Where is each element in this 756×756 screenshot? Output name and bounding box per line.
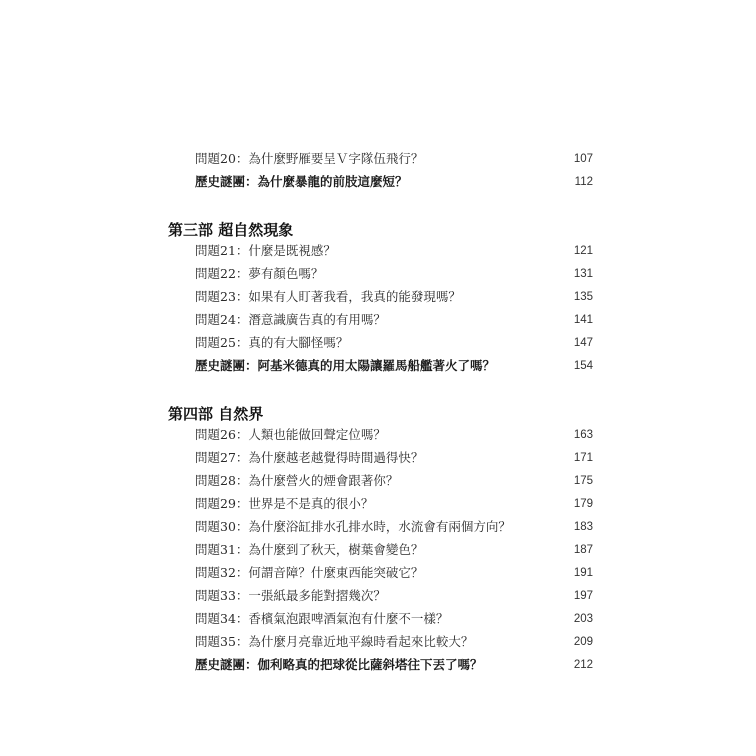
entry-title: 問題27：為什麼越老越覺得時間過得快？ [195,450,424,465]
entry-title: 歷史謎團：阿基米德真的用太陽讓羅馬船艦著火了嗎？ [195,358,496,373]
entry-page: 135 [573,291,593,303]
entry-title: 問題33：一張紙最多能對摺幾次？ [195,588,386,603]
entry-title: 問題26：人類也能做回聲定位嗎？ [195,427,386,442]
toc-entry-q22[interactable] [195,263,595,285]
entry-page: 203 [573,613,593,625]
toc-entry-q35[interactable] [195,631,595,653]
section-heading-part-three: 第三部 超自然現象 [168,221,294,239]
entry-title: 問題31：為什麼到了秋天，樹葉會變色？ [195,542,424,557]
entry-page: 175 [573,475,593,487]
toc-entry-history-galileo[interactable] [195,654,595,676]
toc-entry-q23[interactable] [195,286,595,308]
entry-title: 問題29：世界是不是真的很小？ [195,496,374,511]
toc-entry-q34[interactable] [195,608,595,630]
entry-page: 191 [573,567,593,579]
entry-title: 問題34：香檳氣泡跟啤酒氣泡有什麼不一樣？ [195,611,449,626]
entry-title: 問題32：何謂音障？什麼東西能突破它？ [195,565,424,580]
entry-title: 問題20：為什麼野雁要呈Ｖ字隊伍飛行？ [195,151,424,166]
section-heading-part-four: 第四部 自然界 [168,405,264,423]
toc-entry-q30[interactable] [195,516,595,538]
entry-title: 問題30：為什麼浴缸排水孔排水時，水流會有兩個方向？ [195,519,511,534]
entry-title: 問題25：真的有大腳怪嗎？ [195,335,349,350]
toc-entry-q25[interactable] [195,332,595,354]
entry-page: 147 [573,337,593,349]
entry-page: 154 [573,360,593,372]
toc-entry-q32[interactable] [195,562,595,584]
entry-title: 問題28：為什麼營火的煙會跟著你？ [195,473,399,488]
entry-title: 問題21：什麼是既視感？ [195,243,336,258]
entry-title: 問題23：如果有人盯著我看，我真的能發現嗎？ [195,289,461,304]
entry-title: 問題22：夢有顏色嗎？ [195,266,324,281]
entry-page: 141 [573,314,593,326]
toc-entry-q31[interactable] [195,539,595,561]
toc-entry-q29[interactable] [195,493,595,515]
entry-page: 171 [573,452,593,464]
entry-page: 163 [573,429,593,441]
entry-title: 歷史謎團：為什麼暴龍的前肢這麼短？ [195,174,408,189]
entry-title: 歷史謎團：伽利略真的把球從比薩斜塔往下丟了嗎？ [195,657,483,672]
entry-page: 209 [573,636,593,648]
entry-title: 問題24：潛意識廣告真的有用嗎？ [195,312,386,327]
entry-page: 179 [573,498,593,510]
toc-entry-q21[interactable] [195,240,595,262]
toc-entry-history-trex[interactable] [195,171,595,193]
entry-page: 131 [573,268,593,280]
entry-page: 121 [573,245,593,257]
entry-page: 197 [573,590,593,602]
toc-entry-q24[interactable] [195,309,595,331]
toc-entry-q27[interactable] [195,447,595,469]
entry-title: 問題35：為什麼月亮靠近地平線時看起來比較大？ [195,634,474,649]
entry-page: 107 [573,153,593,165]
toc-entry-q20[interactable] [195,148,595,170]
toc-entry-q33[interactable] [195,585,595,607]
toc-entry-history-archimedes[interactable] [195,355,595,377]
entry-page: 112 [574,176,593,188]
entry-page: 187 [573,544,593,556]
toc-entry-q26[interactable] [195,424,595,446]
entry-page: 183 [573,521,593,533]
entry-page: 212 [573,659,593,671]
toc-entry-q28[interactable] [195,470,595,492]
